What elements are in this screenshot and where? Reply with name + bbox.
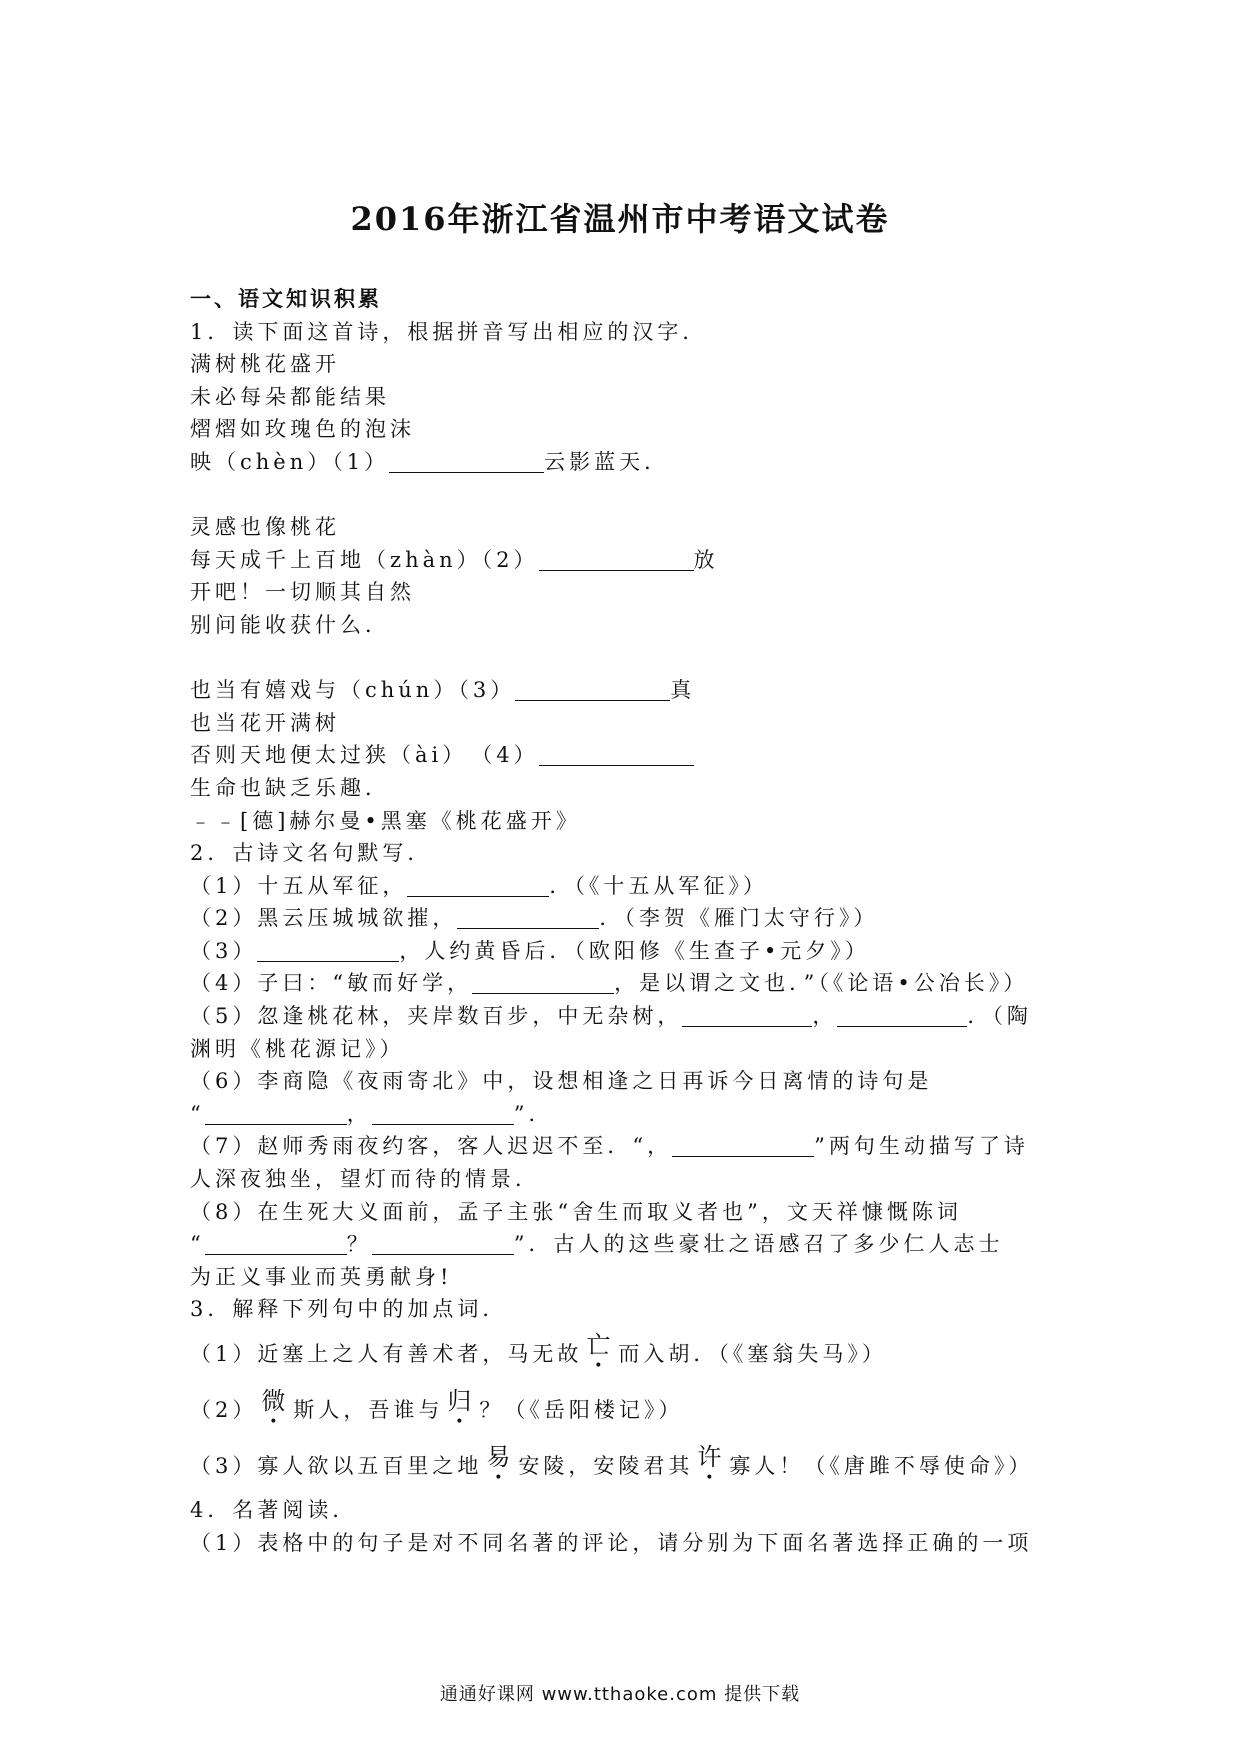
poem-line: 开吧！一切顺其自然 [190, 580, 415, 605]
answer-blank[interactable] [205, 1102, 347, 1125]
dotted-word: 亡 [586, 1331, 615, 1359]
poem-line: 满树桃花盛开 [190, 352, 340, 377]
question-item: （7）赵师秀雨夜约客，客人迟迟不至．“， ”两句生动描写了诗 [190, 1134, 1029, 1159]
question-item: （3）寡人欲以五百里之地 易 安陵，安陵君其 许 寡人！（《唐雎不辱使命》） [190, 1443, 1034, 1478]
question-item: 为正义事业而英勇献身! [190, 1264, 453, 1289]
question-2-prompt: 2．古诗文名句默写． [190, 841, 433, 866]
exam-content [190, 283, 1060, 1559]
poem-author: ﹣﹣[德]赫尔曼•黑塞《桃花盛开》 [190, 808, 581, 833]
answer-blank[interactable] [389, 450, 544, 473]
answer-blank[interactable] [539, 548, 694, 571]
dotted-word: 归 [447, 1387, 476, 1415]
poem-line: 生命也缺乏乐趣． [190, 775, 390, 800]
poem-line: 映（chèn）（1） 云影蓝天． [190, 449, 670, 474]
poem-line: 也当有嬉戏与（chún）（3） 真 [190, 678, 696, 703]
question-3-prompt: 3．解释下列句中的加点词． [190, 1297, 508, 1322]
poem-line: 否则天地便太过狭（ài） （4） [190, 739, 1060, 772]
answer-blank[interactable] [539, 743, 694, 766]
answer-blank[interactable] [672, 1134, 814, 1157]
question-item: “ ？ ”．古人的这些豪壮之语感召了多少仁人志士 [190, 1232, 1004, 1257]
question-item: （3） ，人约黄昏后．（欧阳修《生查子•元夕》） [190, 938, 870, 963]
question-item: （2） 微 斯人，吾谁与 归 ？（《岳阳楼记》） [190, 1387, 684, 1422]
poem-line: 未必每朵都能结果 [190, 384, 390, 409]
question-item: （1）十五从军征， ．（《十五从军征》） [190, 873, 768, 898]
answer-blank[interactable] [682, 1004, 812, 1027]
answer-blank[interactable] [257, 939, 399, 962]
answer-blank[interactable] [372, 1102, 514, 1125]
poem-line: 每天成千上百地（zhàn）（2） 放 [190, 547, 719, 572]
question-item: （5）忽逢桃花林，夹岸数百步，中无杂树， ， ．（陶 [190, 1004, 1032, 1029]
answer-blank[interactable] [372, 1232, 514, 1255]
poem-line: 灵感也像桃花 [190, 515, 340, 540]
page-title: 2016年浙江省温州市中考语文试卷 [350, 200, 890, 238]
poem-line: 也当花开满树 [190, 710, 340, 735]
question-item: （6）李商隐《夜雨寄北》中，设想相逢之日再诉今日离情的诗句是 [190, 1069, 933, 1094]
footer-text: 通通好课网 www.tthaoke.com 提供下载 [439, 1684, 801, 1705]
answer-blank[interactable] [515, 678, 670, 701]
question-item: （8）在生死大义面前，孟子主张“舍生而取义者也”，文天祥慷慨陈词 [190, 1199, 962, 1224]
question-1-prompt: 1．读下面这首诗，根据拼音写出相应的汉字． [190, 319, 708, 344]
question-item: 渊明《桃花源记》） [190, 1036, 405, 1061]
question-4-prompt: 4．名著阅读． [190, 1498, 358, 1522]
poem-line: 熠熠如玫瑰色的泡沫 [190, 417, 415, 442]
answer-blank[interactable] [837, 1004, 967, 1027]
question-item: “ ， ”． [190, 1101, 554, 1126]
question-item: （4）子曰：“敏而好学， ，是以谓之文也．”（《论语•公冶长》） [190, 971, 1029, 996]
answer-blank[interactable] [205, 1232, 347, 1255]
dotted-word: 许 [697, 1443, 726, 1471]
question-item: （1）近塞上之人有善术者，马无故 亡 而入胡．（《塞翁失马》） [190, 1331, 887, 1366]
question-item: 人深夜独坐，望灯而待的情景． [190, 1167, 540, 1192]
section-heading: 一、语文知识积累 [190, 286, 382, 311]
dotted-word: 微 [261, 1387, 290, 1415]
question-item: （1）表格中的句子是对不同名著的评论，请分别为下面名著选择正确的一项 [190, 1530, 1033, 1555]
dotted-word: 易 [486, 1443, 515, 1471]
answer-blank[interactable] [457, 906, 599, 929]
poem-line: 别问能收获什么． [190, 612, 390, 637]
answer-blank[interactable] [472, 971, 614, 994]
question-item: （2）黑云压城城欲摧， ．（李贺《雁门太守行》） [190, 906, 879, 931]
answer-blank[interactable] [407, 874, 549, 897]
